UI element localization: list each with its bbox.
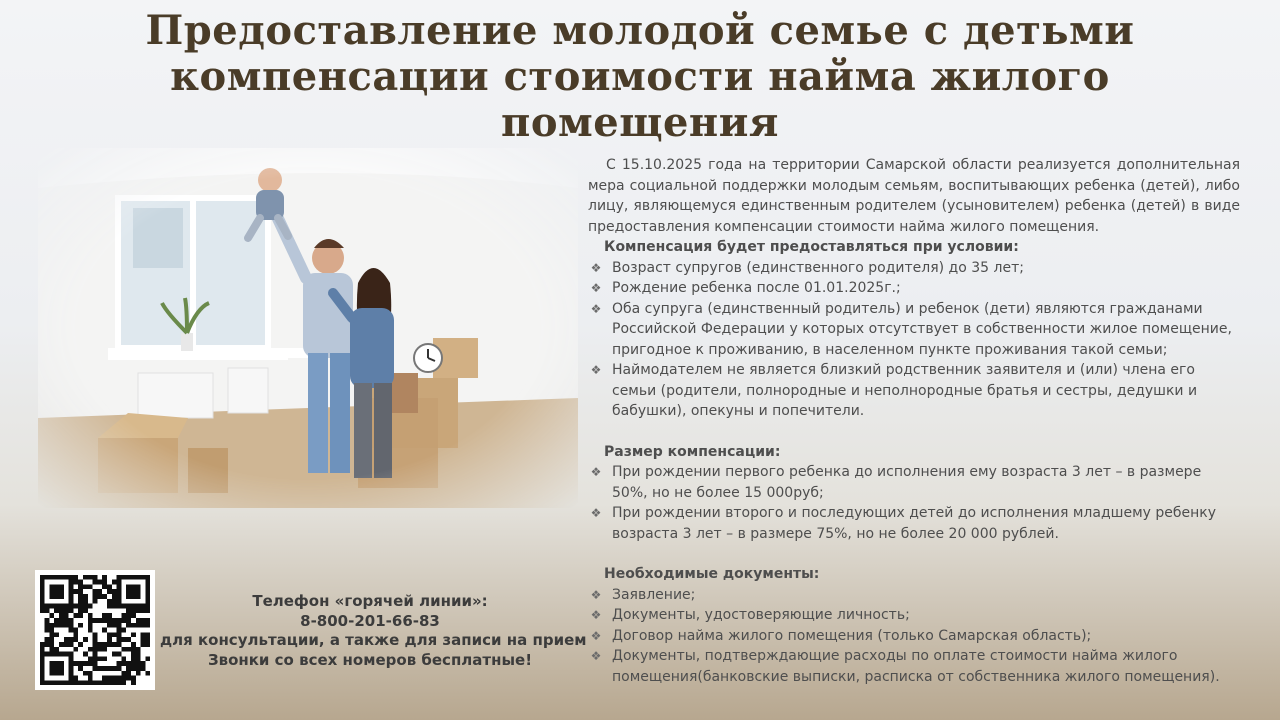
- qr-code[interactable]: [35, 570, 155, 690]
- bullet-icon: ❖: [590, 587, 602, 602]
- bullet-icon: ❖: [590, 260, 602, 275]
- hotline-phone[interactable]: 8-800-201-66-83: [300, 611, 440, 630]
- compensation-heading: Размер компенсации:: [604, 443, 781, 460]
- list-item: ❖ Договор найма жилого помещения (только Самарская область);: [588, 626, 1240, 647]
- conditions-list: [588, 258, 1240, 422]
- hotline-label: Телефон «горячей линии»:: [252, 592, 488, 610]
- bullet-icon: ❖: [590, 649, 602, 663]
- bullet-icon: ❖: [590, 628, 602, 643]
- list-item: ❖ При рождении второго и последующих детей до исполнения младшему ребенку возраста 3 лет – в размере 75%, но не более 20 000 рублей.: [588, 503, 1240, 544]
- hotline-note: Звонки со всех номеров бесплатные!: [207, 650, 533, 669]
- bullet-icon: ❖: [590, 465, 602, 479]
- list-item: ❖ При рождении первого ребенка до исполнения ему возраста 3 лет – в размере 50%, но не более 15 000руб;: [588, 462, 1240, 503]
- list-item: ❖ Документы, подтверждающие расходы по оплате стоимости найма жилого помещения(банковские выписки, расписка от собственника жилого помещения).: [588, 646, 1240, 687]
- list-item: ❖ Оба супруга (единственный родитель) и ребенок (дети) являются гражданами Российской Федерации у которых отсутствует в собственности жилое помещение, пригодное к проживанию, в населенном пункте проживания такой семьи;: [588, 299, 1240, 361]
- documents-heading: Необходимые документы:: [604, 566, 820, 582]
- list-item: ❖ Документы, удостоверяющие личность;: [588, 605, 1240, 626]
- hotline-purpose: для консультации, а также для записи на прием: [160, 631, 587, 649]
- page-title: Предоставление молодой семье с детьми компенсации стоимости найма жилого помещения: [145, 7, 1135, 146]
- documents-list: [588, 585, 1240, 688]
- bullet-icon: ❖: [590, 301, 602, 316]
- bullet-icon: ❖: [590, 506, 602, 520]
- info-content: [588, 155, 1240, 687]
- bullet-icon: ❖: [590, 281, 602, 295]
- list-item: ❖ Наймодателем не является близкий родственник заявителя и (или) члена его семьи (родители, полнородные и неполнородные братья и сестры, дедушки и бабушки), опекуны и попечители.: [588, 360, 1240, 422]
- qr-code-icon: [35, 570, 155, 690]
- bullet-icon: ❖: [590, 363, 602, 377]
- family-moving-illustration: [38, 148, 578, 508]
- list-item: ❖ Рождение ребенка после 01.01.2025г.;: [588, 278, 1240, 299]
- family-photo: [38, 148, 578, 508]
- list-item: ❖ Заявление;: [588, 585, 1240, 606]
- list-item: ❖ Возраст супругов (единственного родителя) до 35 лет;: [588, 258, 1240, 279]
- compensation-list: [588, 462, 1240, 544]
- conditions-heading: Компенсация будет предоставляться при условии:: [604, 239, 1019, 255]
- intro-paragraph: С 15.10.2025 года на территории Самарской области реализуется дополнительная мера социальной поддержки молодым семьям, воспитывающих ребенка (детей), либо лицу, являющемуся единственным родителем (усыновителем) ребенка (детей) в виде предоставления компенсации стоимости найма жилого помещения.: [588, 157, 1240, 235]
- bullet-icon: ❖: [590, 608, 602, 622]
- hotline-block: [160, 592, 587, 670]
